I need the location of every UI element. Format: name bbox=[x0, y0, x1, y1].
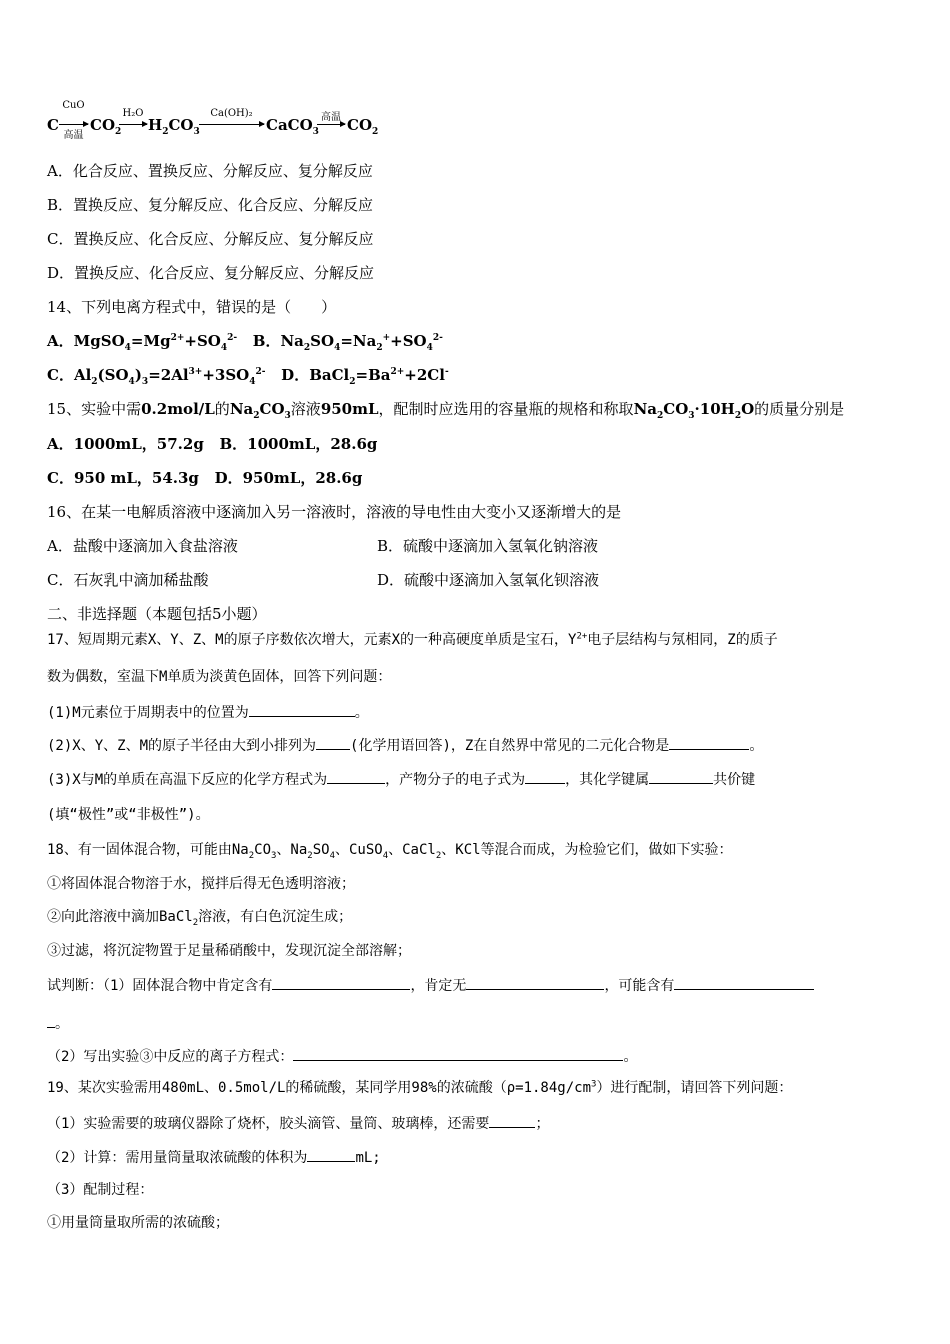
arrow-2-top: H₂O bbox=[122, 108, 144, 119]
blank[interactable] bbox=[307, 1146, 355, 1162]
blank[interactable] bbox=[293, 1045, 623, 1061]
q18-step1: ①将固体混合物溶于水，搅拌后得无色透明溶液； bbox=[47, 876, 355, 892]
q16-stem: 16、在某一电解质溶液中逐滴加入另一溶液时，溶液的导电性由大变小又逐渐增大的是 bbox=[47, 503, 622, 521]
q13-option-b: B．置换反应、复分解反应、化合反应、分解反应 bbox=[47, 196, 374, 214]
blank[interactable] bbox=[249, 701, 355, 717]
q18-step3: ③过滤，将沉淀物置于足量稀硝酸中，发现沉淀全部溶解； bbox=[47, 943, 411, 959]
q17-part3: (3)X与M的单质在高温下反应的化学方程式为 ，产物分子的电子式为 ，其化学键属 共价键 bbox=[47, 768, 755, 790]
q13-option-d: D．置换反应、化合反应、复分解反应、分解反应 bbox=[47, 264, 375, 282]
blank[interactable] bbox=[466, 974, 604, 990]
blank[interactable] bbox=[272, 974, 410, 990]
q19-part3: （3）配制过程： bbox=[47, 1182, 154, 1198]
chain-co2-end: $CO_2$ bbox=[347, 116, 379, 137]
blank[interactable] bbox=[316, 734, 350, 750]
q17-stem-line1: 17、短周期元素X、Y、Z、M的原子序数依次增大，元素X的一种高硬度单质是宝石，$Y^{2+}$电子层结构与氖相同，Z的质子 bbox=[47, 631, 778, 648]
q17-stem-line2: 数为偶数，室温下M单质为淡黄色固体，回答下列问题： bbox=[47, 669, 392, 685]
blank[interactable] bbox=[327, 768, 385, 784]
q17-part2: (2)X、Y、Z、M的原子半径由大到小排列为 (化学用语回答)，Z在自然界中常见的二元化合物是 。 bbox=[47, 734, 763, 756]
chain-caco3: CaCO$_3$ bbox=[266, 116, 319, 137]
blank[interactable] bbox=[47, 1012, 55, 1028]
section-2-heading: 二、非选择题（本题包括5小题） bbox=[47, 605, 267, 623]
arrow-4-top: 高温 bbox=[321, 112, 341, 123]
q18-judge-cont: 。 bbox=[47, 1012, 69, 1034]
arrow-1 bbox=[59, 124, 88, 125]
q16-option-c: C．石灰乳中滴加稀盐酸 bbox=[47, 571, 209, 589]
q16-option-b: B．硫酸中逐滴加入氢氧化钠溶液 bbox=[377, 537, 599, 555]
q19-part1: （1）实验需要的玻璃仪器除了烧杯，胶头滴管、量筒、玻璃棒，还需要 ； bbox=[47, 1112, 549, 1134]
q19-part2: （2）计算：需用量筒量取浓硫酸的体积为 mL; bbox=[47, 1146, 381, 1168]
q18-part2: （2）写出实验③中反应的离子方程式： 。 bbox=[47, 1045, 637, 1067]
chain-c: C bbox=[47, 116, 59, 134]
q17-part3-cont: (填“极性”或“非极性”)。 bbox=[47, 807, 210, 823]
q18-stem: 18、有一固体混合物，可能由$Na_2CO_3$、$Na_2SO_4$、CuSO$_4$、CaCl$_2$、KCl等混合而成，为检验它们，做如下实验： bbox=[47, 842, 733, 861]
q16-option-a: A．盐酸中逐滴加入食盐溶液 bbox=[47, 537, 238, 555]
q14-options-ab: A．$MgSO_4=Mg^{2+}+SO_4^{2-}$ B．$Na_2SO_4=Na_2^++SO_4^{2-}$ bbox=[47, 332, 443, 353]
arrow-2 bbox=[119, 124, 147, 125]
q14-stem: 14、下列电离方程式中，错误的是（ ） bbox=[47, 298, 337, 316]
arrow-4 bbox=[317, 124, 345, 125]
q15-options-ab: A．1000mL，57.2g B．1000mL，28.6g bbox=[47, 435, 378, 453]
arrow-1-top: CuO bbox=[62, 100, 85, 111]
q15-stem: 15、实验中需0.2mol/L的$Na_2CO_3$溶液950mL，配制时应选用的容量瓶的规格和称取$Na_2CO_3\cdot 10H_2O$的质量分别是 bbox=[47, 400, 845, 421]
arrow-3 bbox=[199, 124, 264, 125]
q13-option-a: A．化合反应、置换反应、分解反应、复分解反应 bbox=[47, 162, 373, 180]
chain-h2co3: $H_2CO_3$ bbox=[148, 116, 200, 137]
blank[interactable] bbox=[649, 768, 713, 784]
q18-step2: ②向此溶液中滴加BaCl$_2$溶液，有白色沉淀生成； bbox=[47, 909, 353, 928]
arrow-1-bottom: 高温 bbox=[63, 130, 84, 141]
chain-co2: $CO_2$ bbox=[90, 116, 122, 137]
q14-options-cd: C．$Al_2(SO_4)_3=2Al^{3+}+3SO_4^{2-}$ D．$BaCl_2=Ba^{2+}+2Cl^-$ bbox=[47, 366, 449, 387]
blank[interactable] bbox=[525, 768, 565, 784]
q17-part1: (1)M元素位于周期表中的位置为 。 bbox=[47, 701, 369, 723]
q15-options-cd: C．950 mL，54.3g D．950mL，28.6g bbox=[47, 469, 363, 487]
blank[interactable] bbox=[674, 974, 814, 990]
q19-stem: 19、某次实验需用480mL、0.5mol/L的稀硫酸，某同学用98%的浓硫酸$(\rho=1.84g/cm^3)$进行配制，请回答下列问题： bbox=[47, 1079, 793, 1096]
q19-step1: ①用量筒量取所需的浓硫酸； bbox=[47, 1215, 229, 1231]
q13-option-c: C．置换反应、化合反应、分解反应、复分解反应 bbox=[47, 230, 374, 248]
arrow-3-top: Ca(OH)₂ bbox=[210, 108, 253, 119]
q16-option-d: D．硫酸中逐滴加入氢氧化钡溶液 bbox=[377, 571, 600, 589]
blank[interactable] bbox=[489, 1112, 535, 1128]
q18-judge: 试判断：（1）固体混合物中肯定含有 ，肯定无 ，可能含有 bbox=[47, 974, 814, 996]
blank[interactable] bbox=[669, 734, 749, 750]
